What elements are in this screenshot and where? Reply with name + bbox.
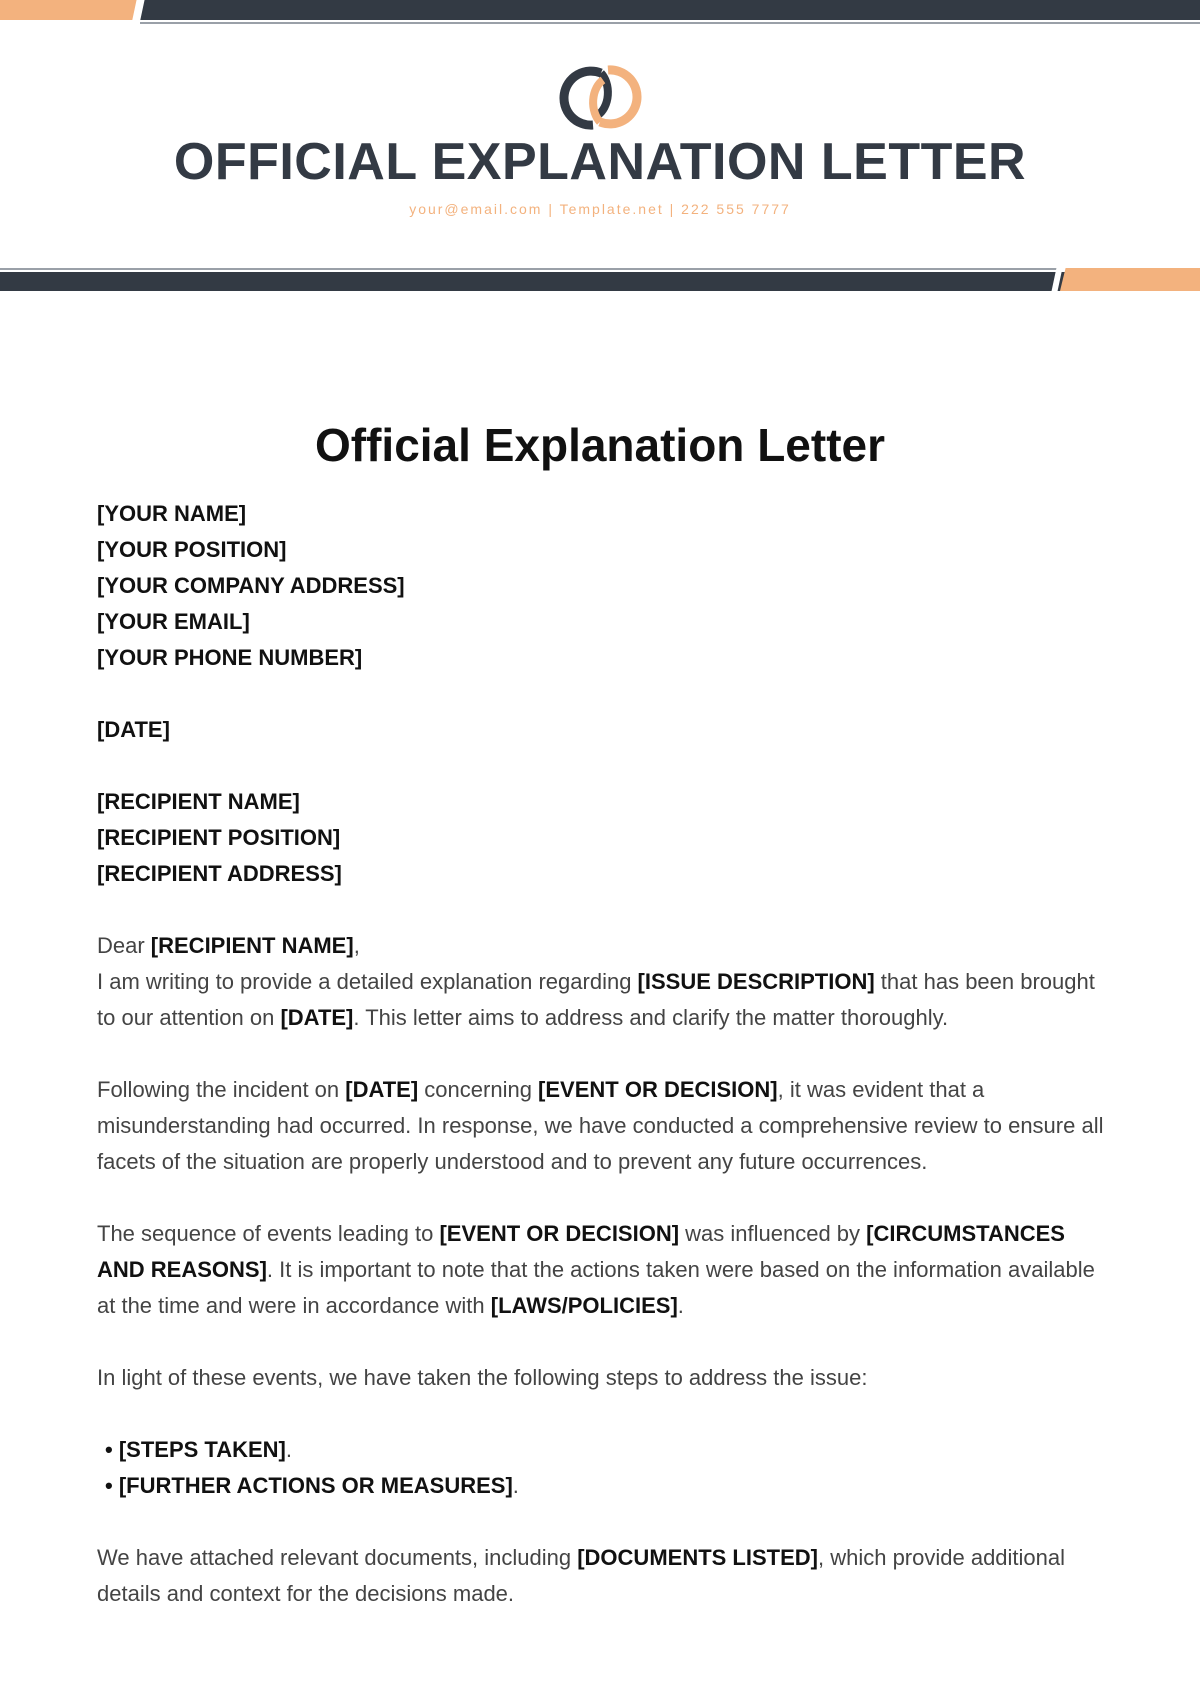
paragraph-documents bbox=[97, 1540, 1107, 1612]
text-segment: was influenced by bbox=[679, 1221, 867, 1246]
recipient-address: [RECIPIENT ADDRESS] bbox=[97, 861, 342, 886]
placeholder-field: [RECIPIENT NAME] bbox=[150, 933, 354, 958]
placeholder-field: [DOCUMENTS LISTED] bbox=[577, 1545, 818, 1570]
text-segment: . bbox=[677, 1293, 684, 1318]
sender-phone: [YOUR PHONE NUMBER] bbox=[97, 645, 363, 670]
header-top-accent bbox=[0, 0, 140, 20]
paragraph-intro bbox=[97, 964, 1107, 1036]
list-item bbox=[105, 1432, 1107, 1468]
text-segment: . bbox=[285, 1437, 292, 1462]
letter-date: [DATE] bbox=[97, 717, 170, 742]
paragraph-sequence bbox=[97, 1216, 1107, 1324]
placeholder-field: [DATE] bbox=[280, 1005, 354, 1030]
placeholder-field: [STEPS TAKEN] bbox=[118, 1437, 286, 1462]
text-segment: concerning bbox=[418, 1077, 539, 1102]
recipient-block bbox=[97, 784, 1107, 892]
document-title: Official Explanation Letter bbox=[315, 419, 885, 471]
text-segment: , which provide additional details and context for the decisions made. bbox=[97, 1545, 1066, 1606]
placeholder-field: [LAWS/POLICIES] bbox=[490, 1293, 678, 1318]
placeholder-field: [EVENT OR DECISION] bbox=[538, 1077, 778, 1102]
text-segment: that has been brought to our attention on bbox=[97, 969, 1095, 1030]
contact-line: your@email.com | Template.net | 222 555 7777 bbox=[409, 201, 791, 217]
sender-email: [YOUR EMAIL] bbox=[97, 609, 250, 634]
placeholder-field: [ISSUE DESCRIPTION] bbox=[637, 969, 875, 994]
brand-title: OFFICIAL EXPLANATION LETTER bbox=[173, 133, 1027, 191]
text-segment: , it was evident that a misunderstanding had occurred. In response, we have conducted a comprehensive review to ensure all facets of the situation are properly understood and to prevent any future occurrences. bbox=[97, 1077, 1104, 1174]
text-segment: Following the incident on bbox=[97, 1077, 346, 1102]
text-segment: , bbox=[353, 933, 360, 958]
recipient-position: [RECIPIENT POSITION] bbox=[97, 825, 341, 850]
text-segment: . This letter aims to address and clarify the matter thoroughly. bbox=[353, 1005, 949, 1030]
sender-block bbox=[97, 496, 1107, 676]
paragraph-incident bbox=[97, 1072, 1107, 1180]
header-bottom-accent bbox=[1060, 268, 1200, 291]
header-bottom-bar bbox=[0, 272, 1200, 291]
sender-position: [YOUR POSITION] bbox=[97, 537, 287, 562]
header-bottom-line bbox=[0, 268, 1062, 270]
placeholder-field: [DATE] bbox=[345, 1077, 419, 1102]
text-segment: We have attached relevant documents, including bbox=[97, 1545, 578, 1570]
text-segment: I am writing to provide a detailed explanation regarding bbox=[97, 969, 638, 994]
list-item bbox=[105, 1468, 1107, 1504]
placeholder-field: [CIRCUMSTANCES AND REASONS] bbox=[97, 1221, 1065, 1282]
placeholder-field: [FURTHER ACTIONS OR MEASURES] bbox=[118, 1473, 513, 1498]
paragraph-steps-intro bbox=[97, 1360, 1107, 1396]
salutation bbox=[97, 928, 1107, 964]
text-segment: . It is important to note that the actions taken were based on the information available at the time and were in accordance with bbox=[97, 1257, 1095, 1318]
text-segment: The sequence of events leading to bbox=[97, 1221, 440, 1246]
letter-body bbox=[97, 496, 1107, 1648]
text-segment: . bbox=[512, 1473, 519, 1498]
sender-company-address: [YOUR COMPANY ADDRESS] bbox=[97, 573, 405, 598]
header-top-line bbox=[140, 22, 1200, 24]
interlocked-rings-logo-icon bbox=[553, 65, 648, 130]
text-segment: Dear bbox=[97, 933, 151, 958]
text-segment: In light of these events, we have taken the following steps to address the issue: bbox=[97, 1365, 868, 1390]
placeholder-field: [EVENT OR DECISION] bbox=[439, 1221, 680, 1246]
sender-name: [YOUR NAME] bbox=[97, 501, 247, 526]
recipient-name: [RECIPIENT NAME] bbox=[97, 789, 300, 814]
header-top-bar bbox=[0, 0, 1200, 20]
steps-list bbox=[97, 1432, 1107, 1504]
